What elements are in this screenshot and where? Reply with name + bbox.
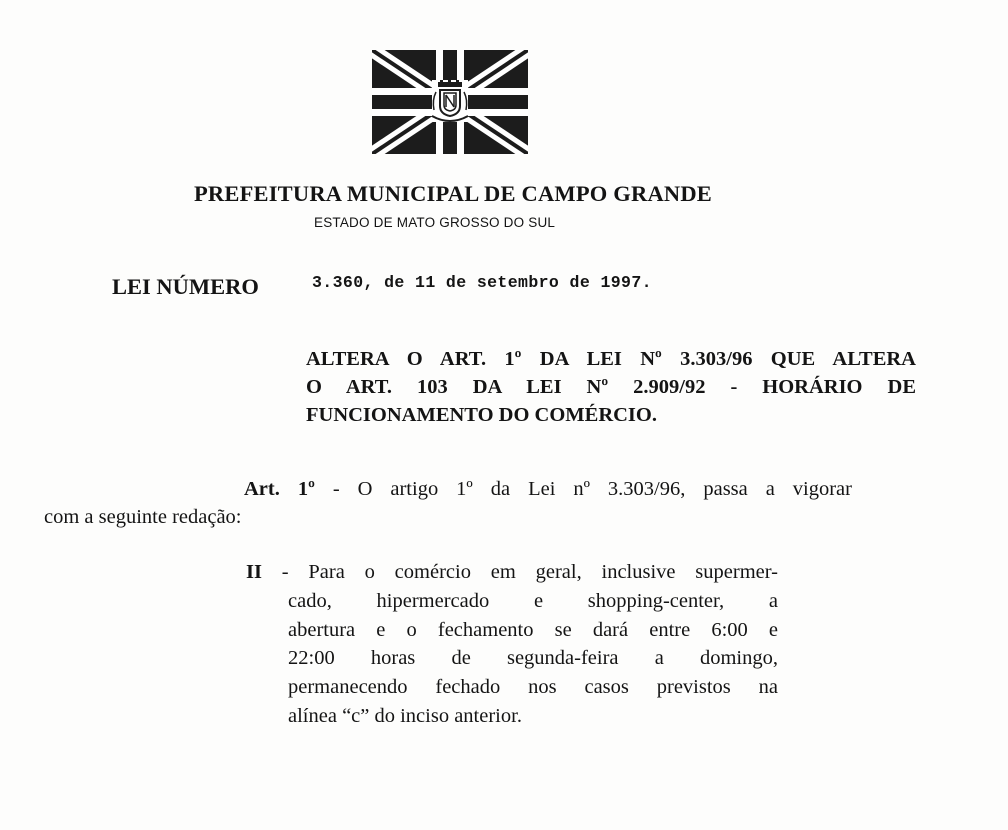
article-1 xyxy=(44,475,852,531)
organization-name: PREFEITURA MUNICIPAL DE CAMPO GRANDE xyxy=(193,181,713,206)
inciso-line: abertura e o fechamento se dará entre 6:00 e xyxy=(288,618,778,641)
article-second-line: com a seguinte redação: xyxy=(44,506,242,528)
article-first-line xyxy=(44,475,852,503)
article-text: - O artigo 1º da Lei nº 3.303/96, passa a vigorar xyxy=(314,478,852,500)
inciso-line: alínea “c” do inciso anterior. xyxy=(288,704,522,727)
coat-of-arms-icon xyxy=(432,80,468,122)
inciso-text: - Para o comércio em geral, inclusive supermer- xyxy=(261,561,778,583)
inciso-label: II xyxy=(246,561,262,583)
inciso-ii xyxy=(246,558,778,731)
law-number-date: 3.360, de 11 de setembro de 1997. xyxy=(312,273,652,292)
summary-line: ALTERA O ART. 1º DA LEI Nº 3.303/96 QUE ALTERA xyxy=(306,348,916,370)
municipal-flag xyxy=(372,50,528,154)
inciso-first-line xyxy=(246,558,778,587)
inciso-line: permanecendo fechado nos casos previstos na xyxy=(288,676,778,699)
inciso-line: cado, hipermercado e shopping-center, a xyxy=(288,589,778,612)
article-label: Art. 1º xyxy=(244,478,315,500)
law-summary xyxy=(306,345,916,429)
inciso-line: 22:00 horas de segunda-feira a domingo, xyxy=(288,647,778,670)
state-name: ESTADO DE MATO GROSSO DO SUL xyxy=(314,215,556,230)
law-label: LEI NÚMERO xyxy=(112,274,259,299)
summary-line: FUNCIONAMENTO DO COMÉRCIO. xyxy=(306,404,657,426)
summary-line: O ART. 103 DA LEI Nº 2.909/92 - HORÁRIO DE xyxy=(306,376,916,398)
